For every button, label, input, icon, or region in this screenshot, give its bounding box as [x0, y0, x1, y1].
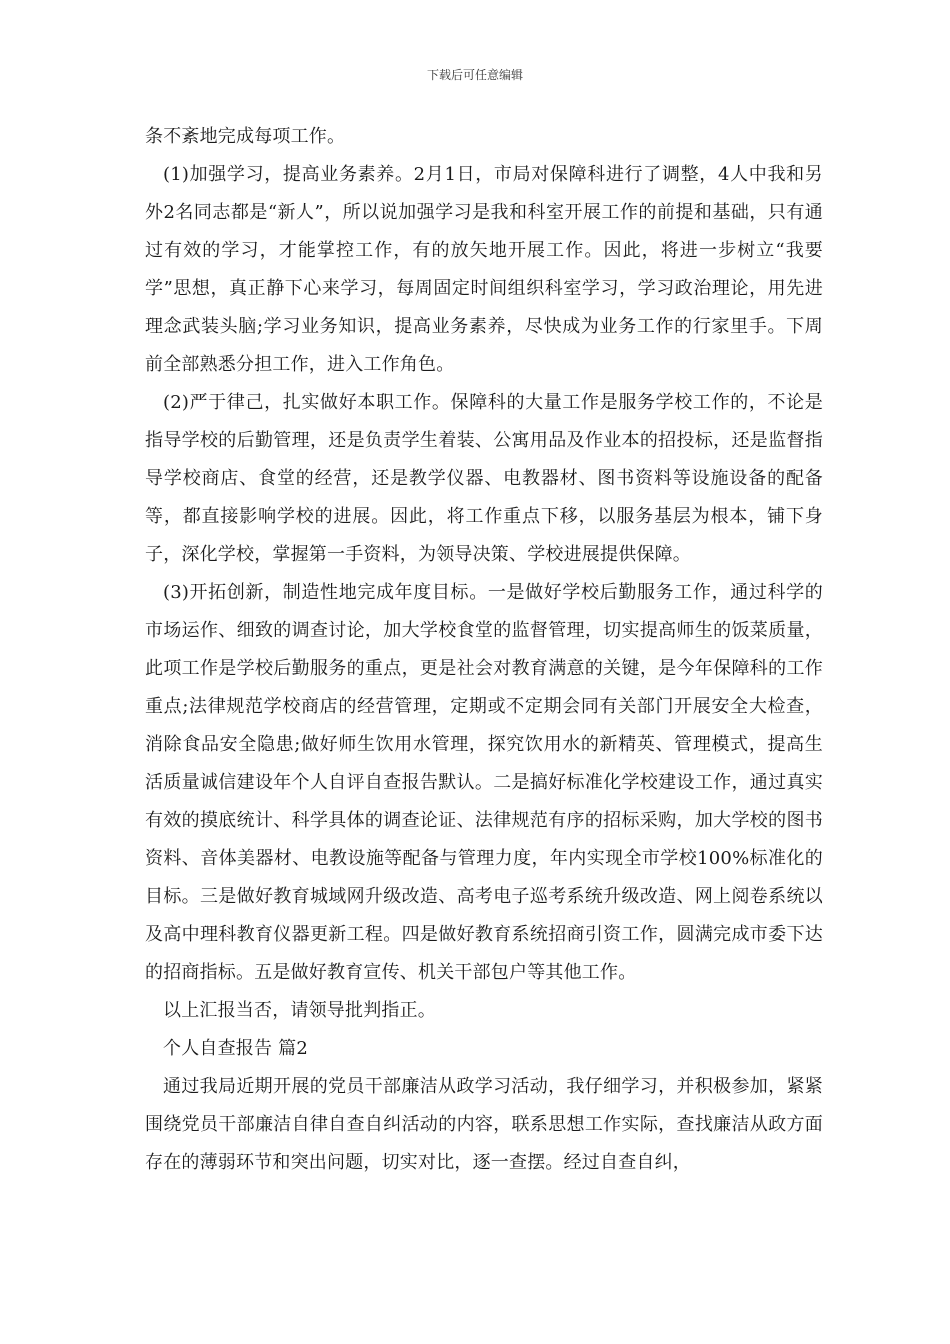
paragraph-item-3: (3)开拓创新，制造性地完成年度目标。一是做好学校后勤服务工作，通过科学的市场运作、细致的调查讨论，加大学校食堂的监督管理，切实提高师生的饭菜质量，此项工作是学校后勤服务的重点，更是社会对教育满意的关键，是今年保障科的工作重点;法律规范学校商店的经营管理，定期或不定期会同有关部门开展安全大检查，消除食品安全隐患;做好师生饮用水管理，探究饮用水的新精英、管理模式，提高生活质量诚信建设年个人自评自查报告默认。二是搞好标准化学校建设工作，通过真实有效的摸底统计、科学具体的调查论证、法律规范有序的招标采购，加大学校的图书资料、音体美器材、电教设施等配备与管理力度，年内实现全市学校100%标准化的目标。三是做好教育城域网升级改造、高考电子巡考系统升级改造、网上阅卷系统以及高中理科教育仪器更新工程。四是做好教育系统招商引资工作，圆满完成市委下达的招商指标。五是做好教育宣传、机关干部包户等其他工作。: [145, 582, 823, 983]
paragraph-item-1: (1)加强学习，提高业务素养。2月1日，市局对保障科进行了调整，4人中我和另外2名同志都是“新人”，所以说加强学习是我和科室开展工作的前提和基础，只有通过有效的学习，才能掌控工作，有的放矢地开展工作。因此，将进一步树立“我要学”思想，真正静下心来学习，每周固定时间组织科室学习，学习政治理论，用先进理念武装头脑;学习业务知识，提高业务素养，尽快成为业务工作的行家里手。下周前全部熟悉分担工作，进入工作角色。: [145, 164, 823, 375]
paragraph-section-2-intro: 通过我局近期开展的党员干部廉洁从政学习活动，我仔细学习，并积极参加，紧紧围绕党员干部廉洁自律自查自纠活动的内容，联系思想工作实际，查找廉洁从政方面存在的薄弱环节和突出问题，切实对比，逐一查摆。经过自查自纠，: [145, 1076, 823, 1173]
paragraph-closing: 以上汇报当否，请领导批判指正。: [163, 1000, 436, 1021]
paragraph-continuation: 条不紊地完成每项工作。: [145, 126, 346, 147]
paragraph-item-2: (2)严于律己，扎实做好本职工作。保障科的大量工作是服务学校工作的，不论是指导学校的后勤管理，还是负责学生着装、公寓用品及作业本的招投标，还是监督指导学校商店、食堂的经营，还是教学仪器、电教器材、图书资料等设施设备的配备等，都直接影响学校的进展。因此，将工作重点下移，以服务基层为根本，铺下身子，深化学校，掌握第一手资料，为领导决策、学校进展提供保障。: [145, 392, 823, 565]
section-heading: 个人自查报告 篇2: [163, 1038, 308, 1059]
document-body: [145, 118, 823, 1182]
page-header: 下载后可任意编辑: [426, 68, 523, 82]
